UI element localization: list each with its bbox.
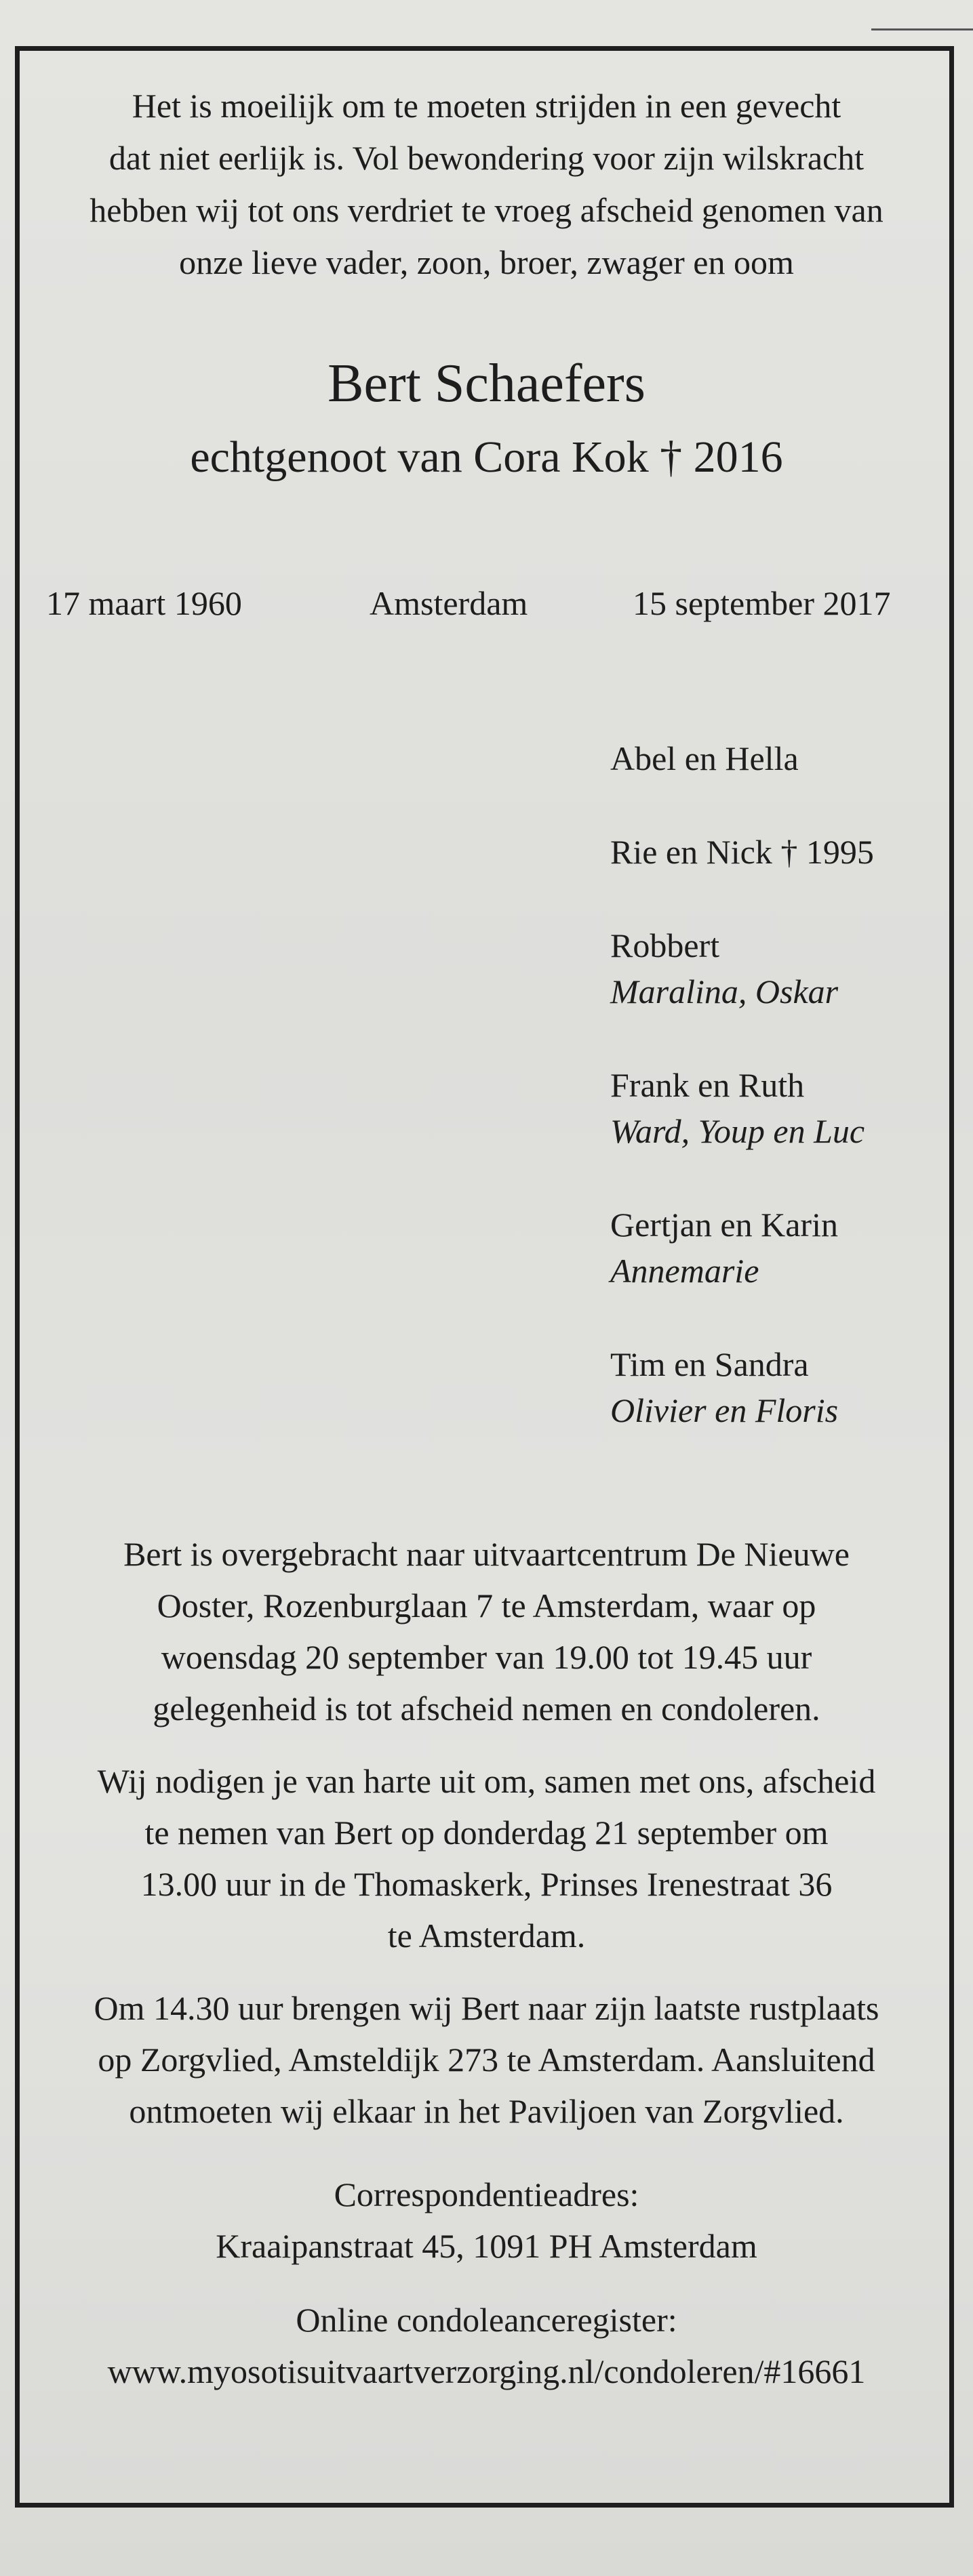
- birth-date: 17 maart 1960: [46, 584, 242, 622]
- paragraph-line: gelegenheid is tot afscheid nemen en condoleren.: [153, 1690, 820, 1727]
- intro-text: [41, 80, 932, 289]
- family-names: Robbert: [610, 926, 720, 964]
- paragraph-line: Kraaipanstraat 45, 1091 PH Amsterdam: [216, 2227, 757, 2265]
- paragraph-line: Om 14.30 uur brengen wij Bert naar zijn laatste rustplaats: [94, 1989, 879, 2027]
- family-entry: [610, 922, 874, 1015]
- family-children: Annemarie: [610, 1252, 759, 1290]
- family-children: Maralina, Oskar: [610, 973, 839, 1010]
- condolence-url: www.myosotisuitvaartverzorging.nl/condoleren/#16661: [107, 2352, 866, 2390]
- correspondence-address: [41, 2169, 932, 2272]
- intro-line: dat niet eerlijk is. Vol bewondering voor zijn wilskracht: [108, 139, 865, 177]
- paragraph-line: Ooster, Rozenburglaan 7 te Amsterdam, waar op: [157, 1587, 816, 1624]
- family-list: [610, 735, 874, 1481]
- paragraph-line: Bert is overgebracht naar uitvaartcentrum De Nieuwe: [123, 1535, 850, 1573]
- family-names: Tim en Sandra: [610, 1345, 809, 1383]
- deceased-name: Bert Schaefers: [327, 354, 646, 413]
- family-names: Frank en Ruth: [610, 1066, 805, 1104]
- family-entry: [610, 829, 874, 875]
- paragraph-line: Wij nodigen je van harte uit om, samen met ons, afscheid: [97, 1762, 876, 1800]
- viewing-paragraph: [41, 1528, 932, 1734]
- paragraph-line: Correspondentieadres:: [334, 2175, 639, 2213]
- burial-paragraph: [41, 1982, 932, 2137]
- paragraph-line: ontmoeten wij elkaar in het Paviljoen van Zorgvlied.: [129, 2092, 844, 2130]
- family-names: Gertjan en Karin: [610, 1206, 838, 1244]
- top-corner-rule: [871, 0, 973, 30]
- family-names: Rie en Nick † 1995: [610, 833, 874, 871]
- service-paragraph: [41, 1755, 932, 1961]
- condolence-register: [41, 2294, 932, 2397]
- family-children: Ward, Youp en Luc: [610, 1112, 865, 1150]
- paragraph-line: woensdag 20 september van 19.00 tot 19.45 uur: [161, 1638, 812, 1676]
- intro-line: onze lieve vader, zoon, broer, zwager en oom: [179, 243, 794, 281]
- intro-line: Het is moeilijk om te moeten strijden in een gevecht: [132, 87, 841, 125]
- place: Amsterdam: [370, 584, 528, 622]
- family-children: Olivier en Floris: [610, 1391, 839, 1429]
- family-entry: [610, 735, 874, 781]
- family-entry: [610, 1062, 874, 1154]
- paragraph-line: 13.00 uur in de Thomaskerk, Prinses Irenestraat 36: [140, 1865, 833, 1903]
- intro-line: hebben wij tot ons verdriet te vroeg afscheid genomen van: [90, 191, 883, 229]
- death-date: 15 september 2017: [633, 584, 891, 622]
- paragraph-line: Online condoleanceregister:: [296, 2301, 677, 2339]
- paragraph-line: op Zorgvlied, Amsteldijk 273 te Amsterdam. Aansluitend: [98, 2041, 875, 2079]
- spouse-line: echtgenoot van Cora Kok † 2016: [190, 432, 783, 482]
- paragraph-line: te nemen van Bert op donderdag 21 september om: [144, 1814, 829, 1852]
- family-entry: [610, 1202, 874, 1294]
- family-names: Abel en Hella: [610, 739, 799, 777]
- paragraph-line: te Amsterdam.: [387, 1917, 586, 1955]
- family-entry: [610, 1341, 874, 1433]
